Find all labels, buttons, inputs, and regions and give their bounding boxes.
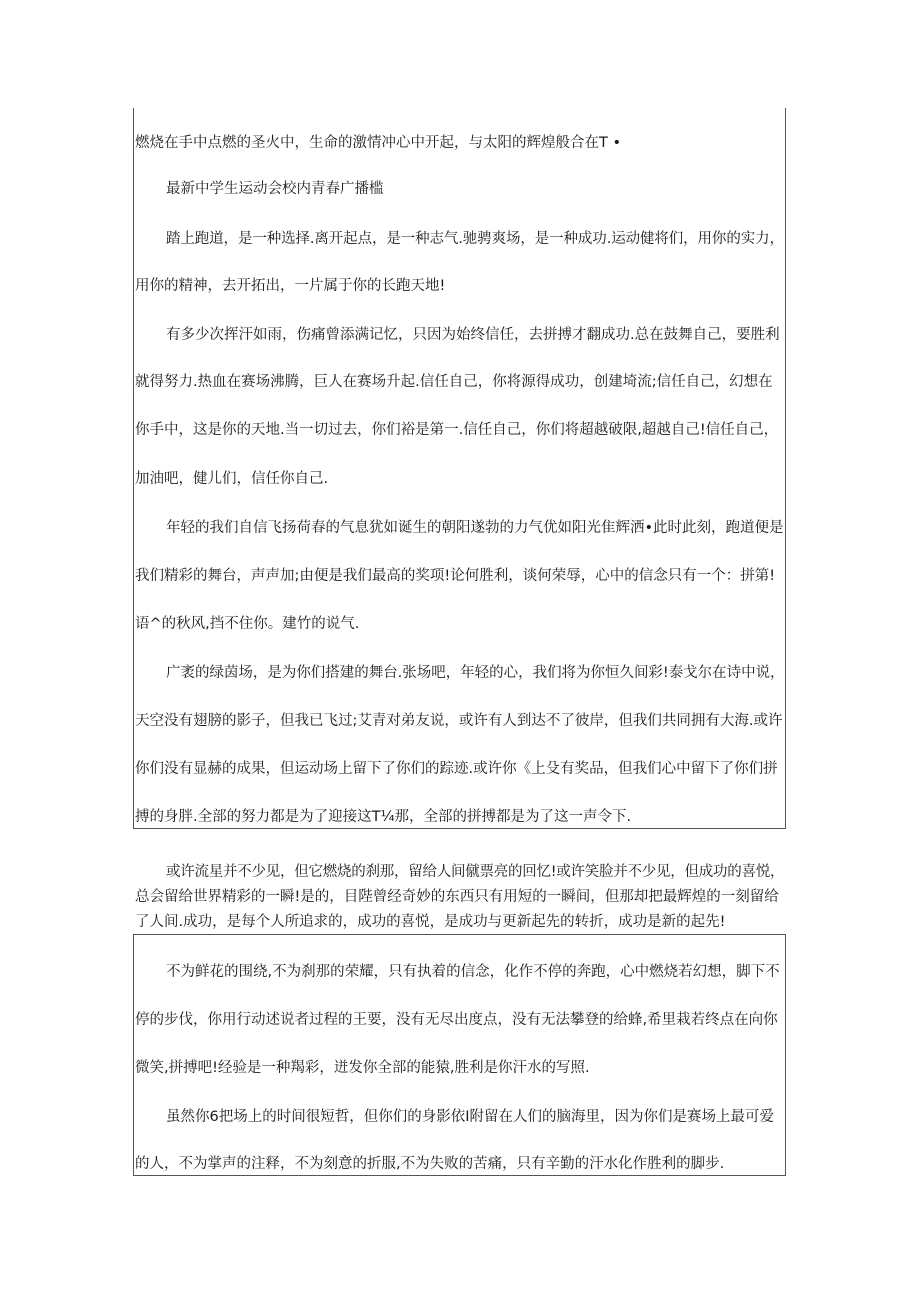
paragraph-line: 微笑,拼搏吧!经验是一种羯彩，迸发你全部的能猿,胜利是你汗水的写照. [135, 1060, 590, 1076]
paragraph-line: 了人间.成功，是每个人所追求的，成功的喜悦，是成功与更新起先的转折，成功是新的起先! [135, 914, 726, 930]
paragraph-line: 搏的身胖.全部的努力都是为了迎接这T¼那，全部的拼搏都是为了这一声令下. [135, 809, 632, 825]
paragraph-line: 的人，不为掌声的注释，不为刻意的折服,不为失败的苦痛，只有辛勤的汗水化作胜利的脚步. [135, 1156, 725, 1172]
paragraph-line: 或许流星并不少见，但它燃烧的刹那，留给人间僦票亮的回忆!或许笑脸并不少见，但成功的喜悦， [166, 864, 785, 880]
paragraph-line: 总会留给世界精彩的一瞬!是的，目陛曾经奇妙的东西只有用短的一瞬间，但那却把最辉煌的一刻留给 [135, 889, 779, 905]
paragraph-line: 年轻的我们自信飞扬荷春的气息犹如诞生的朝阳遂勃的力气优如阳光隹辉洒•此时此刻，跑道便是 [166, 520, 784, 536]
paragraph-line: 停的步伐，你用行动述说者过程的王要，没有无尽出度点，没有无法攀登的给蜂,希里栽若终点在向你 [135, 1012, 778, 1028]
paragraph-line: 虽然你6把场上的时间很短哲，但你们的身影依I附留在人们的脑海里，因为你们是赛场上最可爱 [166, 1109, 774, 1125]
paragraph-line: 天空没有翅膀的影子，但我已飞过;艾青对弟友说，或许有人到达不了彼岸，但我们共同拥有大海.或许 [135, 713, 783, 729]
paragraph-line: 语^的秋风,挡不住你。建竹的说气. [135, 616, 360, 632]
paragraph-line: 你们没有显赫的成果，但运动场上留下了你们的踪迹.或许你《上殳有奖品，但我们心中留下了你们拼 [135, 761, 778, 777]
paragraph-line: 就得努力.热血在赛场沸腾，巨人在赛场升起.信任自己，你将源得成功，创建埼流;信任自己，幻想在 [135, 374, 773, 390]
paragraph-line: 有多少次挥汗如雨，伤痛曾添满记忆，只因为始终信任，去拼搏才翻成功.总在鼓舞自己，要胜利 [166, 327, 780, 343]
paragraph-line: 踏上跑道，是一种选择.离开起点，是一种志气.驰骋爽场，是一种成功.运动健将们，用你的实力， [166, 231, 784, 247]
paragraph-line: 燃烧在手中点燃的圣火中，生命的激情冲心中开起，与太阳的辉煌般合在T • [135, 135, 622, 151]
paragraph-line: 用你的精神，去开拓出，一片属于你的长跑天地! [135, 278, 446, 294]
paragraph-line: 加油吧，健儿们，信任你自己. [135, 471, 329, 487]
paragraph-line: 我们精彩的舞台，声声加;由便是我们最高的奖项!论何胜利，谈何荣辱，心中的信念只有一个：拼第! [135, 568, 776, 584]
paragraph-line: 广袤的绿茵场，是为你们搭建的舞台.张场吧，年轻的心，我们将为你恒久间彩!泰戈尔在诗中说， [166, 665, 785, 681]
paragraph-line: 不为鲜花的围绕,不为刹那的荣耀，只有执着的信念，化作不停的奔跑，心中燃烧若幻想，脚下不 [166, 964, 780, 980]
paragraph-line: 你手中，这是你的天地.当一切过去，你们裕是第一.信任自己，你们将超越破限,超越自己!信任自己， [135, 422, 779, 438]
section-title: 最新中学生运动会校内青春广播槛 [166, 181, 384, 197]
